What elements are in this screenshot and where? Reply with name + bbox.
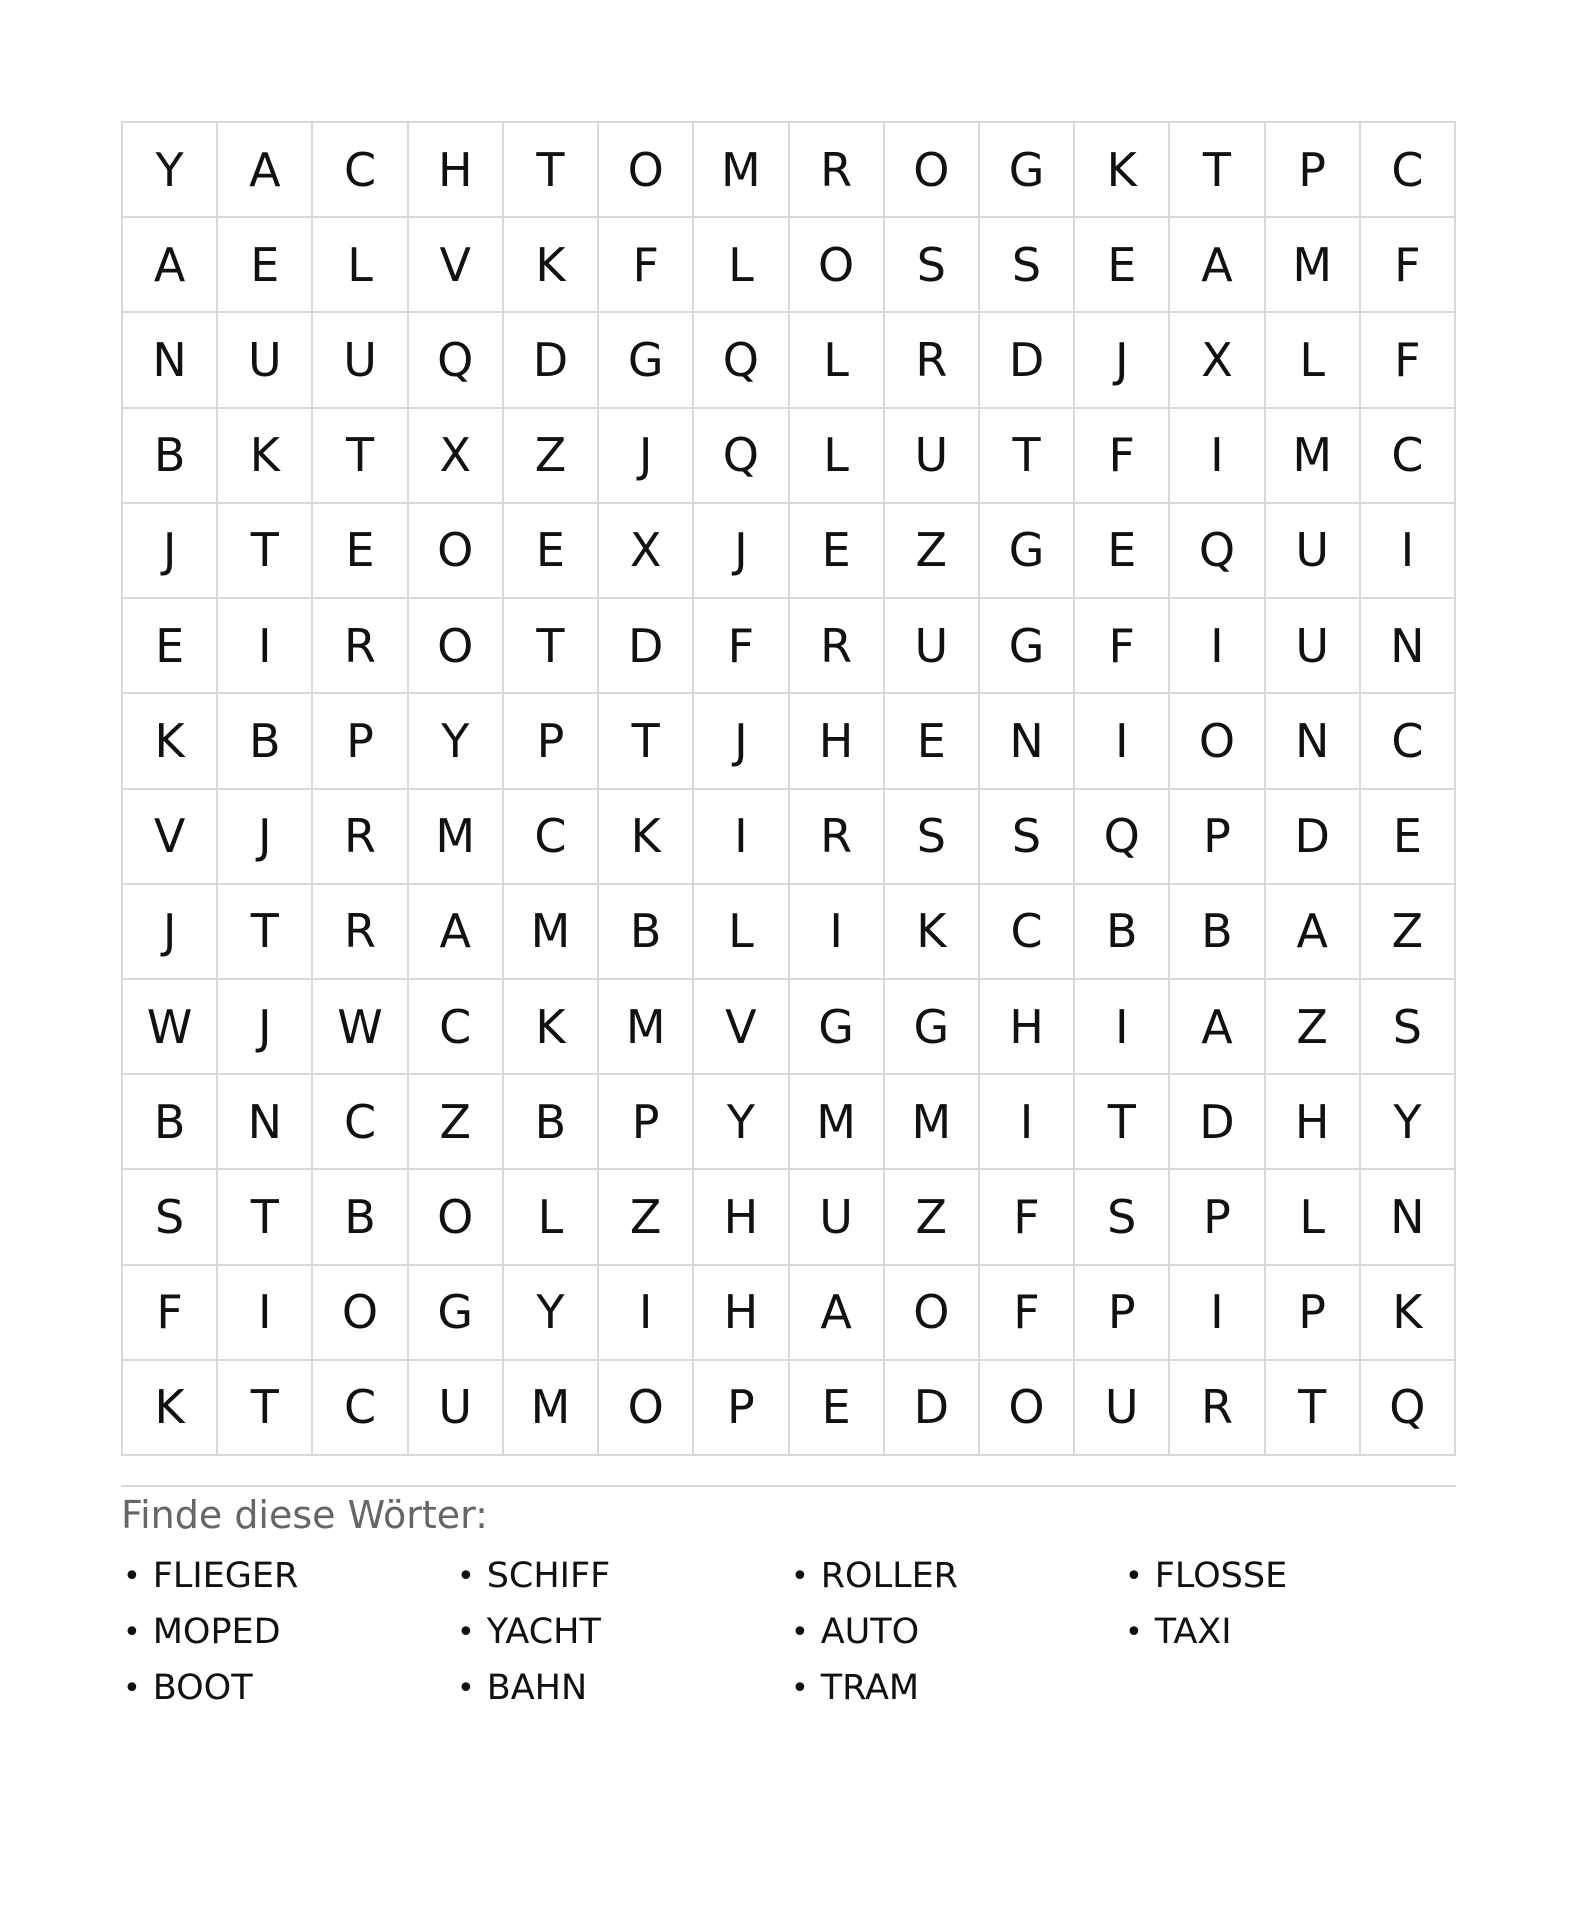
grid-cell[interactable]: F: [599, 218, 694, 313]
grid-cell[interactable]: F: [1075, 599, 1170, 694]
grid-cell[interactable]: B: [218, 694, 313, 789]
grid-cell[interactable]: P: [1266, 1266, 1361, 1361]
grid-cell[interactable]: D: [980, 313, 1075, 408]
grid-cell[interactable]: K: [1075, 123, 1170, 218]
grid-cell[interactable]: U: [218, 313, 313, 408]
grid-cell[interactable]: T: [980, 409, 1075, 504]
grid-cell[interactable]: X: [1170, 313, 1265, 408]
grid-cell[interactable]: B: [1075, 885, 1170, 980]
grid-cell[interactable]: P: [1075, 1266, 1170, 1361]
grid-cell[interactable]: S: [885, 790, 980, 885]
grid-cell[interactable]: T: [313, 409, 408, 504]
grid-cell[interactable]: K: [1361, 1266, 1456, 1361]
grid-cell[interactable]: O: [599, 123, 694, 218]
grid-cell[interactable]: B: [1170, 885, 1265, 980]
grid-cell[interactable]: I: [790, 885, 885, 980]
word-label: FLIEGER: [152, 1556, 299, 1596]
grid-cell[interactable]: E: [790, 504, 885, 599]
grid-cell[interactable]: I: [980, 1075, 1075, 1170]
grid-cell[interactable]: H: [694, 1170, 789, 1265]
grid-cell[interactable]: A: [1170, 218, 1265, 313]
grid-cell[interactable]: P: [599, 1075, 694, 1170]
grid-cell[interactable]: B: [313, 1170, 408, 1265]
grid-cell[interactable]: S: [885, 218, 980, 313]
grid-cell[interactable]: X: [409, 409, 504, 504]
grid-cell[interactable]: C: [409, 980, 504, 1075]
grid-cell[interactable]: W: [123, 980, 218, 1075]
word-label: SCHIFF: [486, 1556, 611, 1596]
grid-cell[interactable]: Q: [1170, 504, 1265, 599]
grid-cell[interactable]: N: [980, 694, 1075, 789]
grid-cell[interactable]: I: [1075, 694, 1170, 789]
grid-cell[interactable]: Y: [1361, 1075, 1456, 1170]
word-label: ROLLER: [820, 1556, 959, 1596]
grid-cell[interactable]: J: [599, 409, 694, 504]
bullet-icon: •: [123, 1558, 141, 1594]
grid-cell[interactable]: L: [694, 218, 789, 313]
grid-cell[interactable]: C: [1361, 694, 1456, 789]
grid-cell[interactable]: Z: [885, 504, 980, 599]
word-list-item: [789, 1660, 1123, 1716]
grid-cell[interactable]: H: [409, 123, 504, 218]
grid-cell[interactable]: V: [694, 980, 789, 1075]
word-list-item: [1123, 1548, 1457, 1604]
grid-cell[interactable]: Z: [1266, 980, 1361, 1075]
grid-cell[interactable]: E: [123, 599, 218, 694]
grid-cell[interactable]: I: [694, 790, 789, 885]
bullet-icon: •: [123, 1670, 141, 1706]
word-label: BOOT: [152, 1668, 253, 1708]
grid-cell[interactable]: A: [1266, 885, 1361, 980]
grid-cell[interactable]: U: [790, 1170, 885, 1265]
grid-cell[interactable]: I: [1361, 504, 1456, 599]
grid-cell[interactable]: T: [218, 1361, 313, 1456]
divider: [121, 1485, 1456, 1487]
grid-cell[interactable]: T: [1266, 1361, 1361, 1456]
grid-cell[interactable]: R: [313, 790, 408, 885]
grid-cell[interactable]: U: [885, 599, 980, 694]
grid-cell[interactable]: W: [313, 980, 408, 1075]
grid-cell[interactable]: F: [1361, 313, 1456, 408]
grid-cell[interactable]: D: [599, 599, 694, 694]
grid-cell[interactable]: U: [313, 313, 408, 408]
grid-cell[interactable]: Z: [1361, 885, 1456, 980]
bullet-icon: •: [123, 1614, 141, 1650]
grid-cell[interactable]: N: [218, 1075, 313, 1170]
grid-cell[interactable]: P: [1170, 1170, 1265, 1265]
grid-cell[interactable]: L: [694, 885, 789, 980]
grid-cell[interactable]: K: [885, 885, 980, 980]
grid-cell[interactable]: Y: [409, 694, 504, 789]
bullet-icon: •: [1125, 1558, 1143, 1594]
word-list-item: [455, 1660, 789, 1716]
word-list-item: [455, 1604, 789, 1660]
grid-cell[interactable]: N: [1266, 694, 1361, 789]
grid-cell[interactable]: K: [504, 980, 599, 1075]
grid-cell[interactable]: S: [1361, 980, 1456, 1075]
grid-cell[interactable]: L: [1266, 313, 1361, 408]
grid-cell[interactable]: I: [1170, 409, 1265, 504]
grid-cell[interactable]: J: [218, 790, 313, 885]
grid-cell[interactable]: D: [1170, 1075, 1265, 1170]
bullet-icon: •: [457, 1614, 475, 1650]
word-list-item: [121, 1660, 455, 1716]
grid-cell[interactable]: E: [313, 504, 408, 599]
grid-cell[interactable]: E: [790, 1361, 885, 1456]
grid-cell[interactable]: G: [409, 1266, 504, 1361]
grid-cell[interactable]: C: [504, 790, 599, 885]
grid-cell[interactable]: D: [885, 1361, 980, 1456]
grid-cell[interactable]: A: [790, 1266, 885, 1361]
grid-cell[interactable]: J: [694, 504, 789, 599]
grid-cell[interactable]: O: [409, 504, 504, 599]
grid-cell[interactable]: F: [123, 1266, 218, 1361]
grid-cell[interactable]: M: [790, 1075, 885, 1170]
grid-cell[interactable]: M: [504, 885, 599, 980]
grid-cell[interactable]: Q: [409, 313, 504, 408]
grid-cell[interactable]: E: [1075, 504, 1170, 599]
word-label: TAXI: [1154, 1612, 1232, 1652]
grid-cell[interactable]: G: [980, 504, 1075, 599]
grid-cell[interactable]: S: [980, 218, 1075, 313]
grid-cell[interactable]: Z: [885, 1170, 980, 1265]
grid-cell[interactable]: O: [885, 123, 980, 218]
grid-cell[interactable]: T: [504, 599, 599, 694]
grid-cell[interactable]: A: [409, 885, 504, 980]
grid-cell[interactable]: O: [1170, 694, 1265, 789]
grid-cell[interactable]: F: [1361, 218, 1456, 313]
grid-cell[interactable]: J: [123, 885, 218, 980]
grid-cell[interactable]: E: [885, 694, 980, 789]
grid-cell[interactable]: U: [1266, 599, 1361, 694]
grid-cell[interactable]: M: [1266, 409, 1361, 504]
grid-cell[interactable]: I: [218, 599, 313, 694]
grid-cell[interactable]: A: [1170, 980, 1265, 1075]
grid-cell[interactable]: T: [218, 1170, 313, 1265]
grid-cell[interactable]: Z: [409, 1075, 504, 1170]
grid-cell[interactable]: Y: [504, 1266, 599, 1361]
grid-cell[interactable]: R: [790, 790, 885, 885]
bullet-icon: •: [791, 1670, 809, 1706]
grid-cell[interactable]: G: [885, 980, 980, 1075]
grid-cell[interactable]: N: [1361, 1170, 1456, 1265]
word-label: YACHT: [486, 1612, 601, 1652]
grid-cell[interactable]: T: [218, 504, 313, 599]
grid-cell[interactable]: V: [409, 218, 504, 313]
grid-cell[interactable]: I: [1170, 1266, 1265, 1361]
grid-cell[interactable]: A: [218, 123, 313, 218]
word-list-item: [455, 1548, 789, 1604]
grid-cell[interactable]: N: [1361, 599, 1456, 694]
grid-cell[interactable]: K: [599, 790, 694, 885]
grid-cell[interactable]: T: [1170, 123, 1265, 218]
grid-cell[interactable]: R: [790, 123, 885, 218]
grid-cell[interactable]: F: [980, 1266, 1075, 1361]
grid-cell[interactable]: L: [504, 1170, 599, 1265]
grid-cell[interactable]: O: [980, 1361, 1075, 1456]
grid-cell[interactable]: K: [123, 1361, 218, 1456]
word-label: BAHN: [486, 1668, 588, 1708]
grid-cell[interactable]: B: [123, 1075, 218, 1170]
grid-cell[interactable]: E: [504, 504, 599, 599]
grid-cell[interactable]: Y: [694, 1075, 789, 1170]
grid-cell[interactable]: C: [1361, 409, 1456, 504]
grid-cell[interactable]: T: [218, 885, 313, 980]
grid-cell[interactable]: B: [599, 885, 694, 980]
letter-grid: [121, 121, 1456, 1456]
grid-cell[interactable]: K: [504, 218, 599, 313]
grid-cell[interactable]: H: [790, 694, 885, 789]
word-list-heading: Finde diese Wörter:: [121, 1493, 488, 1537]
grid-cell[interactable]: Q: [694, 409, 789, 504]
word-label: MOPED: [152, 1612, 281, 1652]
grid-cell[interactable]: I: [1075, 980, 1170, 1075]
grid-cell[interactable]: D: [1266, 790, 1361, 885]
grid-cell[interactable]: U: [409, 1361, 504, 1456]
grid-cell[interactable]: Y: [123, 123, 218, 218]
grid-cell[interactable]: V: [123, 790, 218, 885]
grid-cell[interactable]: P: [1170, 790, 1265, 885]
word-list-item: [789, 1604, 1123, 1660]
grid-cell[interactable]: I: [1170, 599, 1265, 694]
grid-cell[interactable]: I: [218, 1266, 313, 1361]
grid-cell[interactable]: R: [790, 599, 885, 694]
grid-cell[interactable]: K: [218, 409, 313, 504]
grid-cell[interactable]: Q: [694, 313, 789, 408]
grid-cell[interactable]: Q: [1361, 1361, 1456, 1456]
grid-cell[interactable]: M: [694, 123, 789, 218]
word-label: AUTO: [820, 1612, 920, 1652]
grid-cell[interactable]: M: [599, 980, 694, 1075]
grid-cell[interactable]: M: [504, 1361, 599, 1456]
grid-cell[interactable]: A: [123, 218, 218, 313]
grid-cell[interactable]: I: [599, 1266, 694, 1361]
grid-cell[interactable]: S: [980, 790, 1075, 885]
grid-cell[interactable]: P: [504, 694, 599, 789]
grid-cell[interactable]: X: [599, 504, 694, 599]
grid-cell[interactable]: C: [313, 1075, 408, 1170]
grid-cell[interactable]: M: [409, 790, 504, 885]
bullet-icon: •: [457, 1558, 475, 1594]
grid-cell[interactable]: C: [313, 1361, 408, 1456]
grid-cell[interactable]: E: [1075, 218, 1170, 313]
word-list-item: [121, 1548, 455, 1604]
grid-cell[interactable]: J: [218, 980, 313, 1075]
grid-cell[interactable]: H: [694, 1266, 789, 1361]
grid-cell[interactable]: C: [313, 123, 408, 218]
grid-cell[interactable]: M: [885, 1075, 980, 1170]
grid-cell[interactable]: R: [313, 599, 408, 694]
grid-cell[interactable]: Z: [504, 409, 599, 504]
grid-cell[interactable]: E: [1361, 790, 1456, 885]
grid-cell[interactable]: S: [1075, 1170, 1170, 1265]
grid-cell[interactable]: L: [790, 313, 885, 408]
word-label: TRAM: [820, 1668, 920, 1708]
grid-cell[interactable]: C: [1361, 123, 1456, 218]
grid-cell[interactable]: M: [1266, 218, 1361, 313]
grid-cell[interactable]: T: [1075, 1075, 1170, 1170]
grid-cell[interactable]: G: [790, 980, 885, 1075]
bullet-icon: •: [1125, 1614, 1143, 1650]
grid-cell[interactable]: F: [980, 1170, 1075, 1265]
grid-cell[interactable]: J: [1075, 313, 1170, 408]
grid-cell[interactable]: D: [504, 313, 599, 408]
grid-cell[interactable]: H: [980, 980, 1075, 1075]
bullet-icon: •: [791, 1558, 809, 1594]
grid-cell[interactable]: C: [980, 885, 1075, 980]
grid-cell[interactable]: O: [599, 1361, 694, 1456]
grid-cell[interactable]: G: [980, 123, 1075, 218]
grid-cell[interactable]: S: [123, 1170, 218, 1265]
grid-cell[interactable]: E: [218, 218, 313, 313]
grid-cell[interactable]: R: [313, 885, 408, 980]
grid-cell[interactable]: O: [790, 218, 885, 313]
grid-cell[interactable]: O: [885, 1266, 980, 1361]
grid-cell[interactable]: G: [980, 599, 1075, 694]
grid-cell[interactable]: F: [694, 599, 789, 694]
word-list-item: [789, 1548, 1123, 1604]
word-label: FLOSSE: [1154, 1556, 1288, 1596]
grid-cell[interactable]: J: [123, 504, 218, 599]
grid-cell[interactable]: R: [1170, 1361, 1265, 1456]
bullet-icon: •: [791, 1614, 809, 1650]
grid-cell[interactable]: U: [1266, 504, 1361, 599]
bullet-icon: •: [457, 1670, 475, 1706]
grid-cell[interactable]: U: [1075, 1361, 1170, 1456]
grid-cell[interactable]: U: [885, 409, 980, 504]
grid-cell[interactable]: L: [790, 409, 885, 504]
word-list-item: [121, 1604, 455, 1660]
grid-cell[interactable]: O: [409, 599, 504, 694]
grid-cell[interactable]: J: [694, 694, 789, 789]
grid-cell[interactable]: K: [123, 694, 218, 789]
grid-cell[interactable]: P: [1266, 123, 1361, 218]
word-list: [121, 1548, 1456, 1716]
grid-cell[interactable]: L: [313, 218, 408, 313]
grid-cell[interactable]: N: [123, 313, 218, 408]
grid-cell[interactable]: P: [694, 1361, 789, 1456]
grid-cell[interactable]: Z: [599, 1170, 694, 1265]
word-list-item: [1123, 1604, 1457, 1660]
grid-cell[interactable]: T: [504, 123, 599, 218]
grid-cell[interactable]: B: [504, 1075, 599, 1170]
grid-cell[interactable]: B: [123, 409, 218, 504]
grid-cell[interactable]: Q: [1075, 790, 1170, 885]
grid-cell[interactable]: T: [599, 694, 694, 789]
grid-cell[interactable]: R: [885, 313, 980, 408]
grid-cell[interactable]: H: [1266, 1075, 1361, 1170]
grid-cell[interactable]: P: [313, 694, 408, 789]
grid-cell[interactable]: O: [313, 1266, 408, 1361]
grid-cell[interactable]: F: [1075, 409, 1170, 504]
grid-cell[interactable]: L: [1266, 1170, 1361, 1265]
grid-cell[interactable]: O: [409, 1170, 504, 1265]
grid-cell[interactable]: G: [599, 313, 694, 408]
